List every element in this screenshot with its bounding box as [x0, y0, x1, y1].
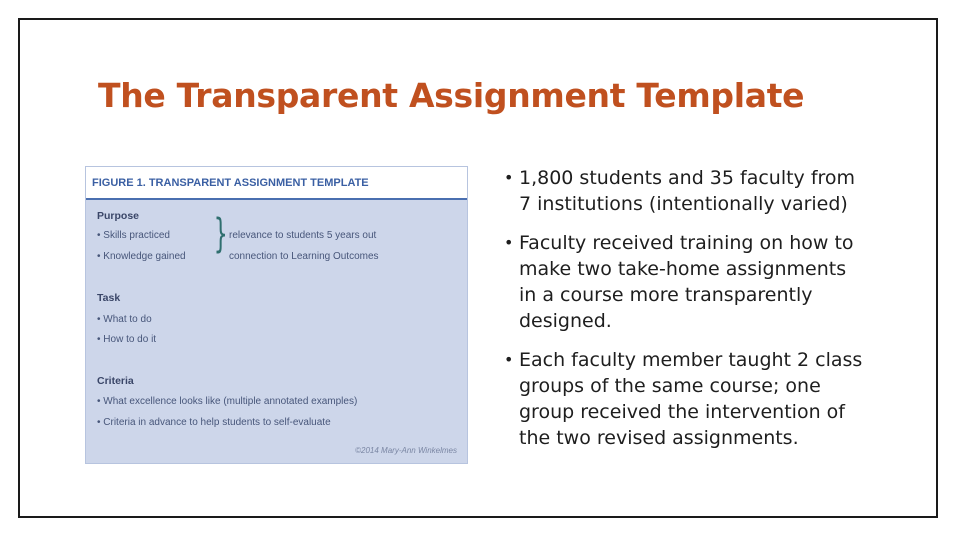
purpose-connection: connection to Learning Outcomes: [229, 251, 379, 262]
purpose-relevance: relevance to students 5 years out: [229, 230, 377, 241]
figure-header: [86, 167, 467, 200]
criteria-item-excellence: • What excellence looks like (multiple annotated examples): [97, 396, 358, 407]
bullet-list: [504, 165, 864, 464]
slide-title: The Transparent Assignment Template: [98, 76, 805, 115]
purpose-item-skills: • Skills practiced: [97, 230, 170, 241]
task-item-what: • What to do: [97, 314, 152, 325]
criteria-item-advance: • Criteria in advance to help students to self-evaluate: [97, 417, 331, 428]
task-item-how: • How to do it: [97, 334, 157, 345]
bullet-item: • Faculty received training on how to make two take-home assignments in a course more transparently designed.: [504, 230, 864, 334]
section-heading-purpose: Purpose: [97, 210, 140, 222]
figure-title: FIGURE 1. TRANSPARENT ASSIGNMENT TEMPLATE: [92, 177, 369, 189]
figure-copyright: ©2014 Mary-Ann Winkelmes: [355, 446, 457, 455]
section-heading-criteria: Criteria: [97, 375, 134, 387]
bullet-item: • Each faculty member taught 2 class groups of the same course; one group received the intervention of the two revised assignments.: [504, 347, 864, 451]
bullet-item: • 1,800 students and 35 faculty from 7 institutions (intentionally varied): [504, 165, 864, 217]
purpose-item-knowledge: • Knowledge gained: [97, 251, 186, 262]
template-figure: [85, 166, 468, 464]
section-heading-task: Task: [97, 292, 121, 304]
curly-brace-icon: }: [213, 211, 228, 257]
